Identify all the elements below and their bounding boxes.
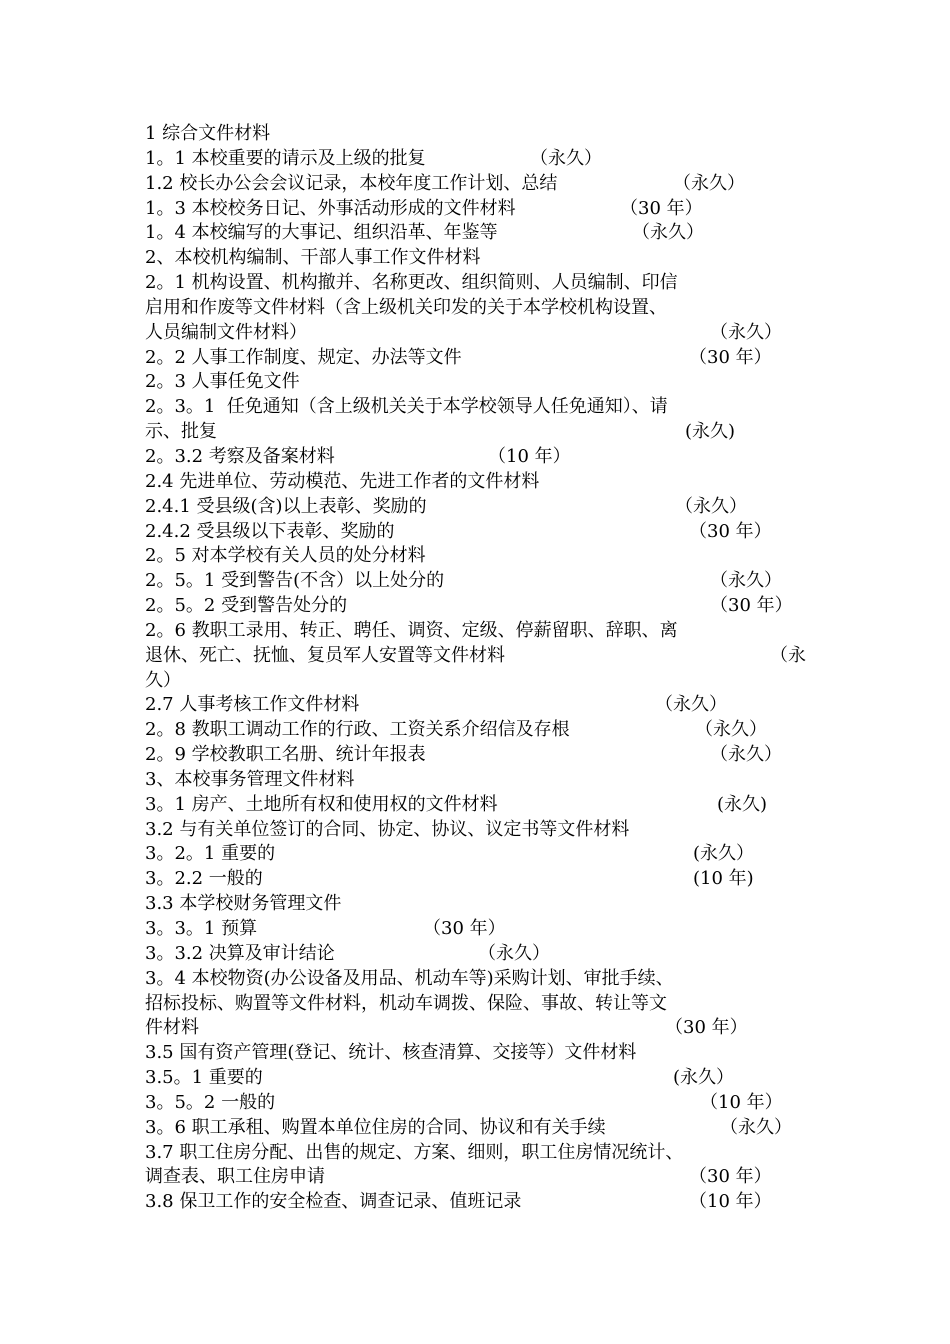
document-line [145,395,835,420]
line-text: 3.2 与有关单位签订的合同、协定、协议、议定书等文件材料 [145,818,630,840]
line-text: 件材料 [145,1017,199,1039]
line-text: 2。3.2 考察及备案材料 [145,445,335,467]
document-line [145,693,835,718]
line-text: 3.8 保卫工作的安全检查、调查记录、值班记录 [145,1191,522,1213]
line-text: 退休、死亡、抚恤、复员军人安置等文件材料 [145,644,505,666]
document-line [145,743,835,768]
line-text: 3。3.2 决算及审计结论 [145,942,335,964]
retention-period: (永久） [693,843,755,865]
retention-period: （10 年） [700,1091,783,1113]
retention-period: （永久） [720,1116,792,1138]
line-text: 2。3 人事任免文件 [145,371,300,393]
document-line [145,346,835,371]
document-line [145,370,835,395]
retention-period: （永久） [710,321,782,343]
document-line [145,1116,835,1141]
retention-period: (10 年) [693,868,754,890]
retention-period: (永久) [717,793,768,815]
retention-period: （30 年） [689,520,772,542]
line-text: 3。6 职工承租、购置本单位住房的合同、协议和有关手续 [145,1116,606,1138]
retention-period: （永 [770,644,806,666]
document-line [145,420,835,445]
document-line [145,594,835,619]
retention-period: （永久） [710,570,782,592]
document-line [145,967,835,992]
line-text: 1。3 本校校务日记、外事活动形成的文件材料 [145,197,516,219]
document-line [145,992,835,1017]
line-text: 1。4 本校编写的大事记、组织沿革、年鉴等 [145,222,498,244]
document-line [145,221,835,246]
document-line [145,147,835,172]
line-text: 3。1 房产、土地所有权和使用权的文件材料 [145,793,498,815]
line-text: 3。3。1 预算 [145,918,258,939]
retention-period: （永久） [478,942,550,964]
document-line [145,718,835,743]
document-line [145,1016,835,1041]
line-text: 3、本校事务管理文件材料 [145,768,355,790]
line-text: 久） [145,669,181,691]
document-line [145,619,835,644]
line-text: 1 综合文件材料 [145,123,271,144]
line-text: 2。2 人事工作制度、规定、办法等文件 [145,346,462,368]
document-line [145,445,835,470]
document-line [145,793,835,818]
line-text: 2。5 对本学校有关人员的处分材料 [145,545,426,567]
line-text: 2。5。2 受到警告处分的 [145,595,348,617]
line-text: 2。9 学校教职工名册、统计年报表 [145,744,426,766]
document-line [145,1041,835,1066]
retention-period: （30 年） [689,1166,772,1188]
document-line [145,768,835,793]
document-line [145,495,835,520]
line-text: 3.3 本学校财务管理文件 [145,893,342,915]
document-line [145,271,835,296]
retention-period: （永久） [710,744,782,766]
line-text: 1.2 校长办公会会议记录，本校年度工作计划、总结 [145,172,558,194]
retention-period: （30 年） [423,918,506,939]
line-text: 3。2.2 一般的 [145,868,263,890]
retention-period: （30 年） [665,1017,748,1039]
retention-period: （永久） [530,147,602,169]
line-text: 2。8 教职工调动工作的行政、工资关系介绍信及存根 [145,719,570,741]
line-text: 启用和作废等文件材料（含上级机关印发的关于本学校机构设置、 [145,296,667,318]
retention-period: （永久） [695,719,767,741]
retention-period: （30 年） [710,595,793,617]
retention-period: （永久） [673,172,745,194]
document-line [145,942,835,967]
line-text: 2.4.2 受县级以下表彰、奖励的 [145,520,395,542]
document-line [145,917,835,942]
retention-period: （10 年） [488,445,571,467]
line-text: 3。4 本校物资(办公设备及用品、机动车等)采购计划、审批手续、 [145,967,674,989]
document-line [145,569,835,594]
line-text: 2。3。1 任免通知（含上级机关关于本学校领导人任免通知）、请 [145,396,668,418]
document-line [145,867,835,892]
document-line [145,1091,835,1116]
line-text: 2。6 教职工录用、转正、聘任、调资、定级、停薪留职、辞职、离 [145,619,678,641]
retention-period: （永久） [675,495,747,517]
document-line [145,1165,835,1190]
line-text: 3.5 国有资产管理(登记、统计、核查清算、交接等）文件材料 [145,1042,637,1064]
document-line [145,669,835,694]
document-line [145,842,835,867]
document-line [145,1066,835,1091]
document-line [145,520,835,545]
line-text: 人员编制文件材料） [145,321,307,343]
document-line [145,321,835,346]
line-text: 3。5。2 一般的 [145,1091,276,1113]
line-text: 3。2。1 重要的 [145,843,276,865]
document-line [145,1141,835,1166]
document-line [145,197,835,222]
line-text: 3.7 职工住房分配、出售的规定、方案、细则，职工住房情况统计、 [145,1141,684,1163]
line-text: 招标投标、购置等文件材料，机动车调拨、保险、事故、转让等文 [145,992,667,1014]
document-line [145,544,835,569]
retention-period: (永久) [685,421,736,443]
retention-period: （永久） [655,694,727,716]
document-line [145,818,835,843]
document-line [145,892,835,917]
line-text: 示、批复 [145,421,217,443]
retention-period: (永久） [673,1067,735,1089]
line-text: 2。1 机构设置、机构撤并、名称更改、组织简则、人员编制、印信 [145,272,678,294]
line-text: 2。5。1 受到警告(不含）以上处分的 [145,570,445,592]
document-line [145,172,835,197]
retention-period: （30 年） [689,346,772,368]
document-line [145,122,835,147]
document-line [145,470,835,495]
document-line [145,644,835,669]
document-line [145,296,835,321]
document-page [145,122,835,1215]
line-text: 1。1 本校重要的请示及上级的批复 [145,147,426,169]
line-text: 2.7 人事考核工作文件材料 [145,694,360,716]
document-line [145,1190,835,1215]
line-text: 2、本校机构编制、干部人事工作文件材料 [145,247,481,269]
retention-period: （10 年） [689,1191,772,1213]
retention-period: （30 年） [620,197,703,219]
line-text: 3.5。1 重要的 [145,1067,263,1089]
document-line [145,246,835,271]
line-text: 调查表、职工住房申请 [145,1166,325,1188]
line-text: 2.4.1 受县级(含)以上表彰、奖励的 [145,495,427,517]
retention-period: （永久） [632,222,704,244]
line-text: 2.4 先进单位、劳动模范、先进工作者的文件材料 [145,470,540,492]
